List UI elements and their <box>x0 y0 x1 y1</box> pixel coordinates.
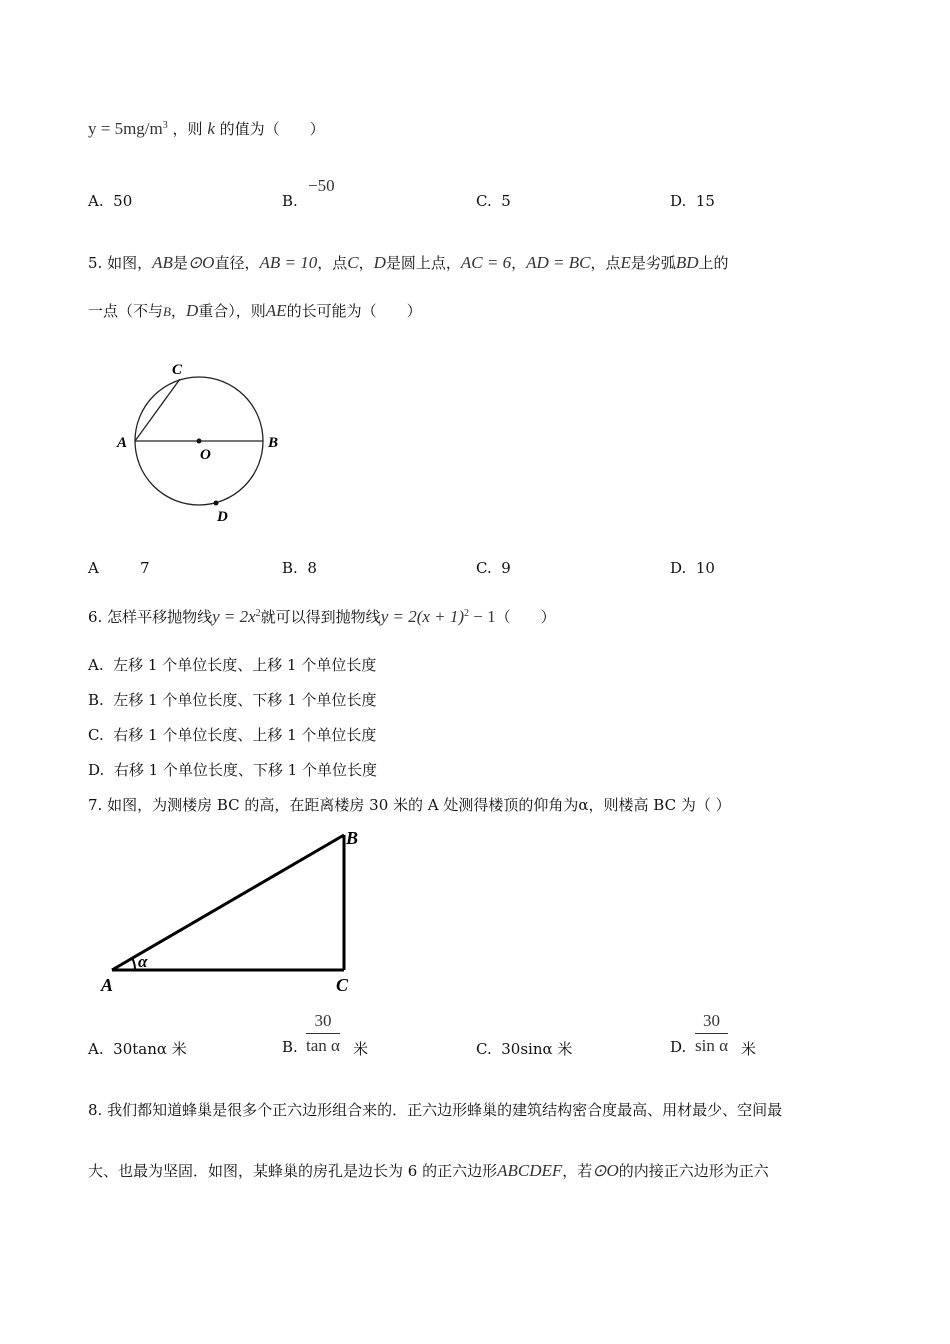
q7-option-c: C. 30sinα 米 <box>476 1040 573 1058</box>
q7-option-a: A. 30tanα 米 <box>88 1040 187 1058</box>
q6-stem: 6. 怎样平移抛物线$y = 2x^2$就可以得到抛物线$y = 2(x + 1)^2 - 1$（ ） <box>88 607 556 626</box>
q7-label-a: A <box>101 975 114 995</box>
q4-stem-var: k <box>207 119 215 138</box>
q5-label-d: D <box>217 509 228 525</box>
q4-stem <box>88 118 325 139</box>
q4-option-d: D. 15 <box>670 192 715 210</box>
q5-point-d <box>214 501 219 506</box>
q4-option-b: B. <box>282 192 298 210</box>
q4-stem-text-1: ，则 <box>172 120 203 138</box>
q5-option-b: B. 8 <box>282 559 317 577</box>
q5-option-a: A <box>88 559 99 577</box>
q7-option-d-fraction: 30 sin α <box>695 1011 728 1055</box>
q6-option-d: D. 右移 1 个单位长度、下移 1 个单位长度 <box>88 761 377 779</box>
q4-stem-text-2: 的值为（ ） <box>219 120 325 138</box>
q7-option-d-label: D. <box>670 1038 687 1056</box>
q6-option-a: A. 左移 1 个单位长度、上移 1 个单位长度 <box>88 656 377 674</box>
q5-point-o <box>197 439 202 444</box>
q7-label-c: C <box>336 975 349 995</box>
q7-option-b-unit: 米 <box>353 1040 369 1058</box>
q8-stem-line1: 8. 我们都知道蜂巢是很多个正六边形组合来的．正六边形蜂巢的建筑结构密合度最高、用材最少、空间最 <box>88 1101 783 1119</box>
q6-option-c: C. 右移 1 个单位长度、上移 1 个单位长度 <box>88 726 377 744</box>
q4-option-c: C. 5 <box>476 192 511 210</box>
q4-stem-sup: 3 <box>162 120 168 131</box>
q7-hypotenuse-ab <box>112 835 344 970</box>
q7-triangle-figure <box>95 825 385 1000</box>
q4-option-b-value: −50 <box>308 176 335 195</box>
q5-label-b: B <box>268 435 279 451</box>
q6-option-b: B. 左移 1 个单位长度、下移 1 个单位长度 <box>88 691 377 709</box>
q7-label-alpha: α <box>138 952 148 971</box>
q5-label-o: O <box>200 447 211 463</box>
q5-circle-figure <box>100 350 300 530</box>
q7-option-b-label: B. <box>282 1038 298 1056</box>
q7-option-b-fraction: 30 tan α <box>306 1011 340 1055</box>
q5-option-a-value: 7 <box>140 559 150 577</box>
q5-stem-line1: 5. 如图，AB是⊙O直径，AB = 10，点C，D是圆上点，AC = 6，AD = BC，点E是劣弧BD上的 <box>88 253 729 272</box>
q7-angle-arc <box>132 958 135 970</box>
q5-label-c: C <box>172 362 183 378</box>
q7-option-d-unit: 米 <box>741 1040 757 1058</box>
q5-stem-line2: 一点（不与B，D重合），则AE的长可能为（ ） <box>88 301 422 320</box>
q5-option-c: C. 9 <box>476 559 511 577</box>
q4-option-a: A. 50 <box>88 192 133 210</box>
q5-label-a: A <box>117 435 128 451</box>
q5-option-d: D. 10 <box>670 559 715 577</box>
q7-stem: 7. 如图，为测楼房 BC 的高，在距离楼房 30 米的 A 处测得楼顶的仰角为α，则楼高 BC 为（ ） <box>88 796 731 814</box>
q5-chord-ac <box>135 379 180 441</box>
q7-label-b: B <box>346 828 359 848</box>
q8-stem-line2: 大、也最为坚固．如图，某蜂巢的房孔是边长为 6 的正六边形ABCDEF，若⊙O的内接正六边形为正六 <box>88 1161 769 1180</box>
q4-stem-math: y = 5mg/m <box>88 119 163 138</box>
